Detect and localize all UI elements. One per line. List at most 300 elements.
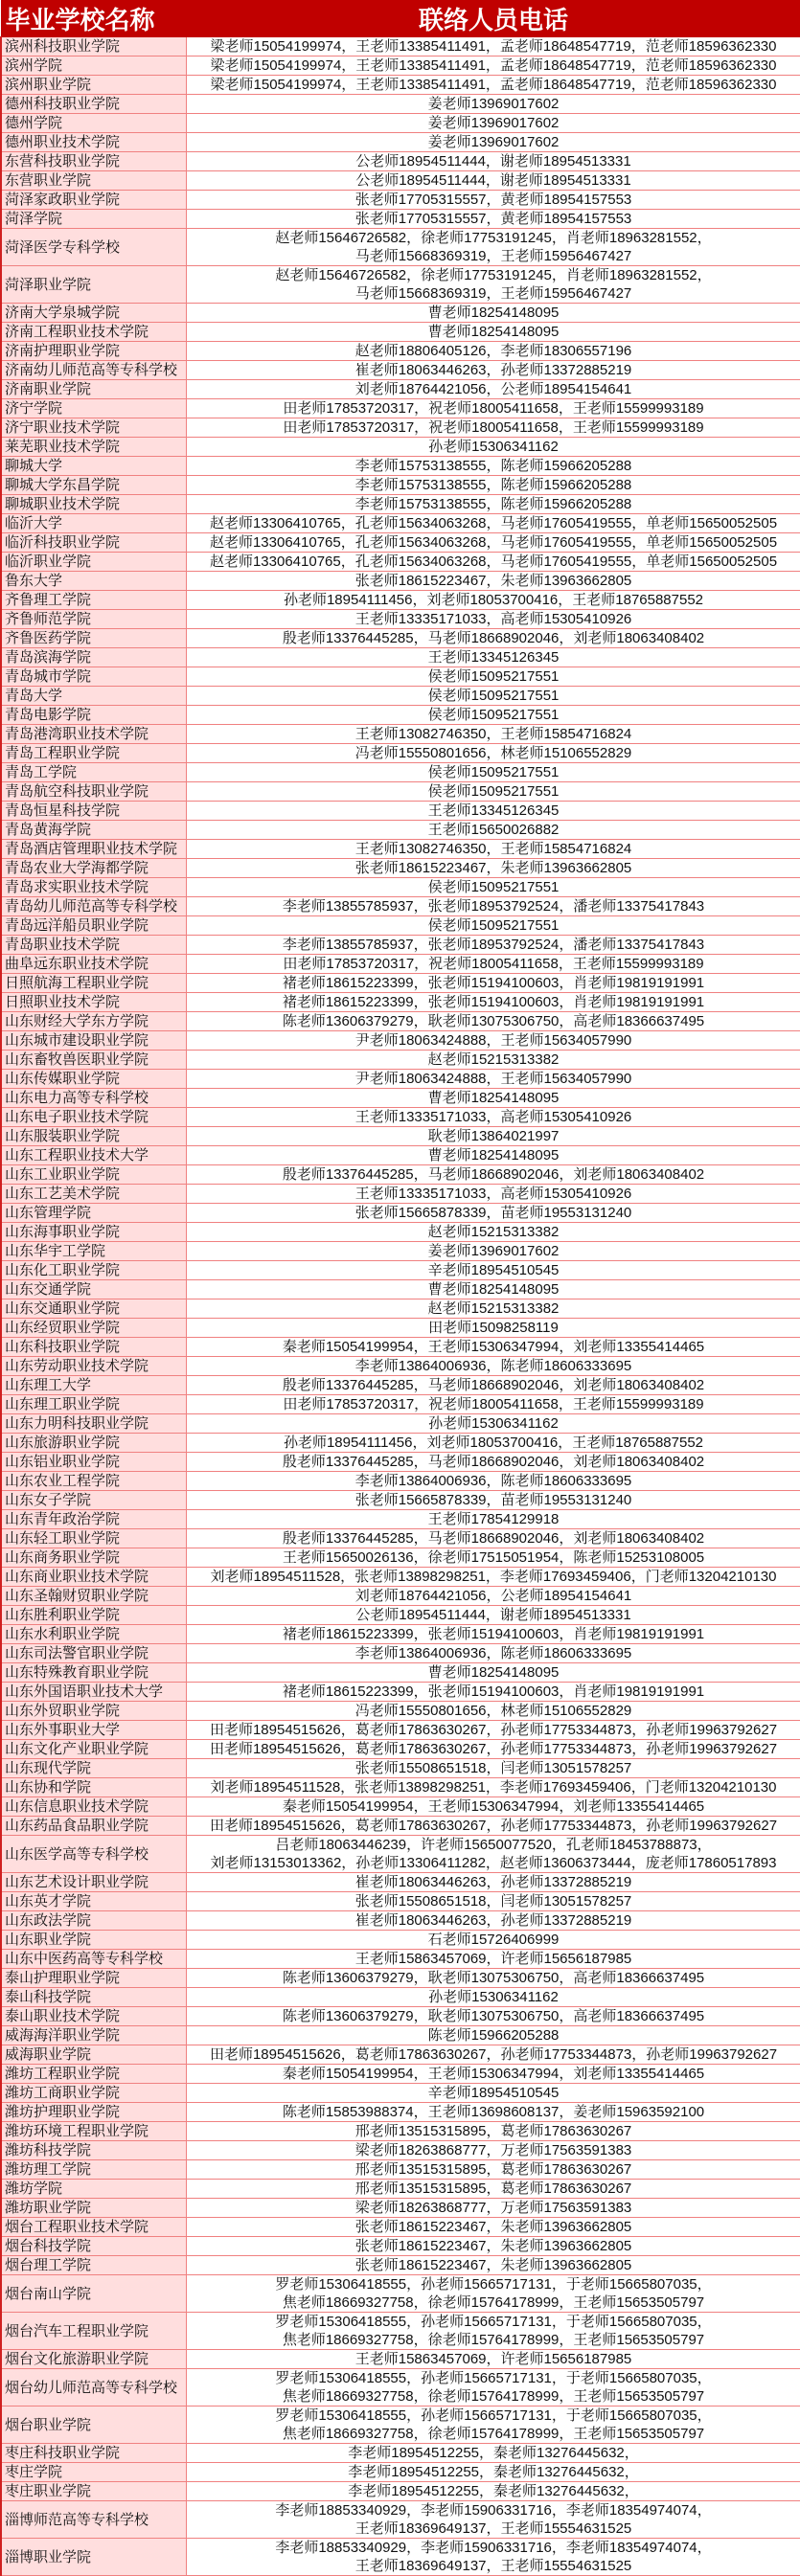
school-name-cell: 潍坊环境工程职业学院 xyxy=(1,2122,186,2141)
contact-cell xyxy=(186,361,800,380)
table-header-row xyxy=(1,1,800,37)
school-name-cell: 菏泽家政职业学院 xyxy=(1,191,186,210)
table-row xyxy=(1,1644,800,1663)
contact-line: 张老师15508651518，闫老师13051578257 xyxy=(187,1892,800,1910)
table-row xyxy=(1,2313,800,2350)
school-name-cell: 泰山科技学院 xyxy=(1,1988,186,2007)
table-row xyxy=(1,878,800,897)
school-name-cell: 济南工程职业技术学院 xyxy=(1,323,186,342)
school-name-cell: 济宁职业技术学院 xyxy=(1,418,186,438)
school-name-cell: 山东青年政治学院 xyxy=(1,1510,186,1529)
contact-line: 焦老师18669327758，徐老师15764178999，王老师15653505797 xyxy=(187,2425,800,2443)
contact-line: 侯老师15095217551 xyxy=(187,782,800,801)
table-row xyxy=(1,1338,800,1357)
school-name-cell: 山东电子职业技术学院 xyxy=(1,1108,186,1127)
school-name-cell: 潍坊护理职业学院 xyxy=(1,2103,186,2122)
school-name-cell: 济南职业学院 xyxy=(1,380,186,399)
school-name-cell: 临沂大学 xyxy=(1,514,186,533)
table-row xyxy=(1,2237,800,2256)
school-name-cell: 威海海洋职业学院 xyxy=(1,2026,186,2045)
school-name-cell: 山东轻工职业学院 xyxy=(1,1529,186,1548)
table-row xyxy=(1,1204,800,1223)
school-name-cell: 山东农业工程学院 xyxy=(1,1472,186,1491)
contact-line: 田老师15098258119 xyxy=(187,1319,800,1337)
contact-cell xyxy=(186,1395,800,1414)
school-name-cell: 淄博师范高等专科学校 xyxy=(1,2501,186,2539)
contact-line: 孙老师18954111456，刘老师18053700416，王老师18765887552 xyxy=(187,591,800,609)
school-name-cell: 青岛黄海学院 xyxy=(1,821,186,840)
table-row xyxy=(1,1702,800,1721)
contact-cell xyxy=(186,916,800,936)
school-name-cell: 威海职业学院 xyxy=(1,2045,186,2065)
contact-line: 王老师15650026882 xyxy=(187,821,800,839)
contact-cell xyxy=(186,936,800,955)
contact-cell xyxy=(186,56,800,76)
table-row xyxy=(1,1434,800,1453)
column-header-school: 毕业学校名称 xyxy=(1,1,186,37)
school-name-cell: 潍坊工程职业学院 xyxy=(1,2065,186,2084)
contact-cell xyxy=(186,514,800,533)
table-row xyxy=(1,2539,800,2576)
contact-cell xyxy=(186,1836,800,1873)
school-name-cell: 山东化工职业学院 xyxy=(1,1261,186,1280)
contact-cell xyxy=(186,878,800,897)
contact-cell xyxy=(186,610,800,629)
contact-cell xyxy=(186,725,800,744)
contact-line: 刘老师18954511528，张老师13898298251，李老师17693459406，门老师13204210130 xyxy=(187,1778,800,1796)
contact-cell xyxy=(186,1185,800,1204)
contact-cell xyxy=(186,1357,800,1376)
contact-line: 田老师17853720317，祝老师18005411658，王老师15599993189 xyxy=(187,955,800,973)
table-row xyxy=(1,2275,800,2313)
contact-cell xyxy=(186,974,800,993)
contact-cell xyxy=(186,1663,800,1683)
school-name-cell: 青岛远洋船员职业学院 xyxy=(1,916,186,936)
table-row xyxy=(1,1012,800,1031)
table-row xyxy=(1,380,800,399)
school-name-cell: 青岛求实职业技术学院 xyxy=(1,878,186,897)
contact-line: 曹老师18254148095 xyxy=(187,1280,800,1299)
school-name-cell: 山东外贸职业学院 xyxy=(1,1702,186,1721)
contact-line: 褚老师18615223399，张老师15194100603，肖老师19819191991 xyxy=(187,1625,800,1643)
school-name-cell: 青岛城市学院 xyxy=(1,667,186,687)
contact-cell xyxy=(186,993,800,1012)
contact-cell xyxy=(186,1089,800,1108)
school-name-cell: 滨州职业学院 xyxy=(1,76,186,95)
contact-cell xyxy=(186,1931,800,1950)
contact-cell xyxy=(186,2256,800,2275)
contact-line: 李老师15753138555，陈老师15966205288 xyxy=(187,476,800,494)
table-row xyxy=(1,1988,800,2007)
contact-cell xyxy=(186,629,800,648)
contact-cell xyxy=(186,1721,800,1740)
contact-line: 田老师17853720317，祝老师18005411658，王老师15599993189 xyxy=(187,399,800,418)
contact-line: 赵老师18806405126，李老师18306557196 xyxy=(187,342,800,360)
contact-line: 李老师13864006936，陈老师18606333695 xyxy=(187,1357,800,1375)
contact-cell xyxy=(186,1491,800,1510)
contact-line: 侯老师15095217551 xyxy=(187,667,800,686)
contact-line: 罗老师15306418555，孙老师15665717131，于老师15665807035， xyxy=(187,2407,800,2425)
school-name-cell: 山东交通职业学院 xyxy=(1,1299,186,1319)
table-row xyxy=(1,2463,800,2482)
table-row xyxy=(1,1969,800,1988)
contact-line: 张老师15508651518，闫老师13051578257 xyxy=(187,1759,800,1777)
contact-cell xyxy=(186,1625,800,1644)
contact-line: 张老师18615223467，朱老师13963662805 xyxy=(187,859,800,877)
contact-line: 陈老师13606379279，耿老师13075306750，高老师18366637495 xyxy=(187,1969,800,1987)
school-name-cell: 山东理工职业学院 xyxy=(1,1395,186,1414)
contact-line: 焦老师18669327758，徐老师15764178999，王老师15653505797 xyxy=(187,2294,800,2312)
school-name-cell: 烟台南山学院 xyxy=(1,2275,186,2313)
contact-cell xyxy=(186,1204,800,1223)
school-name-cell: 山东传媒职业学院 xyxy=(1,1070,186,1089)
school-name-cell: 青岛工学院 xyxy=(1,763,186,782)
contact-line: 罗老师15306418555，孙老师15665717131，于老师15665807035， xyxy=(187,2369,800,2387)
table-row xyxy=(1,936,800,955)
table-row xyxy=(1,1185,800,1204)
table-row xyxy=(1,2350,800,2369)
contact-line: 张老师18615223467，朱老师13963662805 xyxy=(187,572,800,590)
contact-cell xyxy=(186,1702,800,1721)
contact-cell xyxy=(186,1070,800,1089)
table-row xyxy=(1,1299,800,1319)
contact-cell xyxy=(186,2160,800,2180)
contact-cell xyxy=(186,476,800,495)
contact-cell xyxy=(186,1108,800,1127)
contact-cell xyxy=(186,744,800,763)
contact-line: 王老师15863457069，许老师15656187985 xyxy=(187,1950,800,1968)
table-row xyxy=(1,2103,800,2122)
contact-line: 梁老师18263868777，万老师17563591383 xyxy=(187,2199,800,2217)
contact-cell xyxy=(186,1606,800,1625)
contact-line: 曹老师18254148095 xyxy=(187,323,800,341)
contact-line: 公老师18954511444，谢老师18954513331 xyxy=(187,152,800,170)
school-name-cell: 东营职业学院 xyxy=(1,171,186,191)
contact-line: 梁老师15054199974，王老师13385411491，孟老师18648547719，范老师18596362330 xyxy=(187,76,800,94)
table-row xyxy=(1,725,800,744)
contact-cell xyxy=(186,782,800,802)
contact-cell xyxy=(186,821,800,840)
school-name-cell: 山东政法学院 xyxy=(1,1911,186,1931)
school-name-cell: 鲁东大学 xyxy=(1,572,186,591)
table-row xyxy=(1,1472,800,1491)
contact-line: 张老师18615223467，朱老师13963662805 xyxy=(187,2218,800,2236)
contact-line: 孙老师15306341162 xyxy=(187,438,800,456)
contact-cell xyxy=(186,1988,800,2007)
school-name-cell: 青岛滨海学院 xyxy=(1,648,186,667)
contact-cell xyxy=(186,1414,800,1434)
school-name-cell: 泰山职业技术学院 xyxy=(1,2007,186,2026)
contact-line: 刘老师18954511528，张老师13898298251，李老师17693459406，门老师13204210130 xyxy=(187,1568,800,1586)
contact-cell xyxy=(186,687,800,706)
table-row xyxy=(1,1950,800,1969)
school-name-cell: 济南大学泉城学院 xyxy=(1,304,186,323)
contact-cell xyxy=(186,399,800,418)
table-row xyxy=(1,418,800,438)
school-name-cell: 山东协和学院 xyxy=(1,1778,186,1797)
table-row xyxy=(1,859,800,878)
table-row xyxy=(1,1376,800,1395)
school-name-cell: 济南护理职业学院 xyxy=(1,342,186,361)
contact-cell xyxy=(186,1031,800,1051)
school-name-cell: 青岛幼儿师范高等专科学校 xyxy=(1,897,186,916)
contact-line: 侯老师15095217551 xyxy=(187,706,800,724)
contact-line: 李老师13864006936，陈老师18606333695 xyxy=(187,1472,800,1490)
school-name-cell: 聊城大学东昌学院 xyxy=(1,476,186,495)
contact-cell xyxy=(186,706,800,725)
contact-line: 田老师17853720317，祝老师18005411658，王老师15599993189 xyxy=(187,1395,800,1413)
contact-line: 赵老师15646726582，徐老师17753191245，肖老师18963281552， xyxy=(187,229,800,247)
table-row xyxy=(1,438,800,457)
table-row xyxy=(1,76,800,95)
contact-cell xyxy=(186,229,800,266)
table-row xyxy=(1,610,800,629)
school-name-cell: 日照职业技术学院 xyxy=(1,993,186,1012)
contact-line: 冯老师15550801656，林老师15106552829 xyxy=(187,744,800,762)
contact-line: 王老师15863457069，许老师15656187985 xyxy=(187,2350,800,2368)
contact-line: 田老师18954515626，葛老师17863630267，孙老师17753344873，孙老师19963792627 xyxy=(187,1721,800,1739)
contact-line: 冯老师15550801656，林老师15106552829 xyxy=(187,1702,800,1720)
school-name-cell: 山东医学高等专科学校 xyxy=(1,1836,186,1873)
contact-line: 田老师18954515626，葛老师17863630267，孙老师17753344873，孙老师19963792627 xyxy=(187,1740,800,1758)
contact-line: 侯老师15095217551 xyxy=(187,916,800,935)
contact-line: 张老师18615223467，朱老师13963662805 xyxy=(187,2256,800,2274)
contact-line: 王老师13335171033，高老师15305410926 xyxy=(187,1185,800,1203)
contact-line: 焦老师18669327758，徐老师15764178999，王老师15653505797 xyxy=(187,2331,800,2349)
contact-cell xyxy=(186,342,800,361)
contact-line: 陈老师13606379279，耿老师13075306750，高老师18366637495 xyxy=(187,1012,800,1030)
contact-line: 尹老师18063424888，王老师15634057990 xyxy=(187,1070,800,1088)
table-row xyxy=(1,802,800,821)
contact-cell xyxy=(186,1529,800,1548)
school-name-cell: 菏泽医学专科学校 xyxy=(1,229,186,266)
table-row xyxy=(1,1568,800,1587)
school-name-cell: 山东商业职业技术学院 xyxy=(1,1568,186,1587)
contact-line: 李老师18954512255，秦老师13276445632， xyxy=(187,2463,800,2481)
contact-cell xyxy=(186,955,800,974)
contact-cell xyxy=(186,1453,800,1472)
school-name-cell: 济宁学院 xyxy=(1,399,186,418)
contact-cell xyxy=(186,1740,800,1759)
contact-line: 李老师18954512255，秦老师13276445632， xyxy=(187,2482,800,2500)
table-row xyxy=(1,1261,800,1280)
school-name-cell: 青岛电影学院 xyxy=(1,706,186,725)
school-name-cell: 山东旅游职业学院 xyxy=(1,1434,186,1453)
table-row xyxy=(1,304,800,323)
school-name-cell: 济南幼儿师范高等专科学校 xyxy=(1,361,186,380)
table-row xyxy=(1,266,800,304)
table-row xyxy=(1,2501,800,2539)
table-row xyxy=(1,763,800,782)
school-name-cell: 山东华宇工学院 xyxy=(1,1242,186,1261)
table-row xyxy=(1,1357,800,1376)
table-row xyxy=(1,1931,800,1950)
school-name-cell: 齐鲁医药学院 xyxy=(1,629,186,648)
school-name-cell: 山东女子学院 xyxy=(1,1491,186,1510)
contact-line: 赵老师13306410765，孔老师15634063268，马老师17605419555，单老师15650052505 xyxy=(187,514,800,532)
school-name-cell: 泰山护理职业学院 xyxy=(1,1969,186,1988)
contact-line: 王老师13335171033，高老师15305410926 xyxy=(187,1108,800,1126)
contact-cell xyxy=(186,2350,800,2369)
table-row xyxy=(1,821,800,840)
contact-cell xyxy=(186,648,800,667)
school-name-cell: 潍坊理工学院 xyxy=(1,2160,186,2180)
table-row xyxy=(1,1587,800,1606)
contact-cell xyxy=(186,1548,800,1568)
contact-line: 尹老师18063424888，王老师15634057990 xyxy=(187,1031,800,1050)
contact-line: 田老师18954515626，葛老师17863630267，孙老师17753344873，孙老师19963792627 xyxy=(187,2045,800,2064)
table-row xyxy=(1,361,800,380)
table-row xyxy=(1,1797,800,1817)
table-row xyxy=(1,533,800,553)
contact-cell xyxy=(186,2122,800,2141)
contact-cell xyxy=(186,1873,800,1892)
school-name-cell: 山东水利职业学院 xyxy=(1,1625,186,1644)
contact-line: 张老师15665878339，苗老师19553131240 xyxy=(187,1491,800,1509)
school-name-cell: 山东管理学院 xyxy=(1,1204,186,1223)
contact-line: 马老师15668369319，王老师15956467427 xyxy=(187,247,800,265)
contact-cell xyxy=(186,1242,800,1261)
table-row xyxy=(1,782,800,802)
table-row xyxy=(1,457,800,476)
school-name-cell: 菏泽学院 xyxy=(1,210,186,229)
school-name-cell: 山东理工大学 xyxy=(1,1376,186,1395)
table-row xyxy=(1,1051,800,1070)
table-row xyxy=(1,1778,800,1797)
table-row xyxy=(1,1663,800,1683)
contact-line: 赵老师15646726582，徐老师17753191245，肖老师18963281552， xyxy=(187,266,800,284)
school-name-cell: 青岛航空科技职业学院 xyxy=(1,782,186,802)
contact-cell xyxy=(186,1165,800,1185)
table-row xyxy=(1,133,800,152)
school-name-cell: 山东畜牧兽医职业学院 xyxy=(1,1051,186,1070)
contact-line: 殷老师13376445285，马老师18668902046，刘老师18063408402 xyxy=(187,1453,800,1471)
table-row xyxy=(1,2007,800,2026)
contact-cell xyxy=(186,1261,800,1280)
contact-cell xyxy=(186,2084,800,2103)
school-name-cell: 山东劳动职业技术学院 xyxy=(1,1357,186,1376)
table-row xyxy=(1,1414,800,1434)
table-row xyxy=(1,1625,800,1644)
table-row xyxy=(1,1836,800,1873)
school-name-cell: 山东工程职业技术大学 xyxy=(1,1146,186,1165)
contact-line: 王老师18369649137，王老师15554631525 xyxy=(187,2520,800,2538)
table-row xyxy=(1,229,800,266)
table-row xyxy=(1,706,800,725)
table-row xyxy=(1,1089,800,1108)
contact-cell xyxy=(186,2237,800,2256)
table-row xyxy=(1,514,800,533)
contact-cell xyxy=(186,533,800,553)
contact-line: 李老师13855785937，张老师18953792524，潘老师13375417843 xyxy=(187,897,800,915)
contact-line: 姜老师13969017602 xyxy=(187,133,800,151)
table-row xyxy=(1,399,800,418)
contact-cell xyxy=(186,1759,800,1778)
contact-line: 张老师17705315557，黄老师18954157553 xyxy=(187,210,800,228)
contact-cell xyxy=(186,1510,800,1529)
contact-line: 公老师18954511444，谢老师18954513331 xyxy=(187,171,800,190)
table-row xyxy=(1,342,800,361)
school-name-cell: 山东现代学院 xyxy=(1,1759,186,1778)
contact-cell xyxy=(186,1319,800,1338)
contact-cell xyxy=(186,1892,800,1911)
school-name-cell: 德州学院 xyxy=(1,114,186,133)
contact-line: 田老师18954515626，葛老师17863630267，孙老师17753344873，孙老师19963792627 xyxy=(187,1817,800,1835)
contact-line: 马老师15668369319，王老师15956467427 xyxy=(187,284,800,303)
contact-line: 殷老师13376445285，马老师18668902046，刘老师18063408402 xyxy=(187,1165,800,1184)
table-row xyxy=(1,1319,800,1338)
table-row xyxy=(1,2141,800,2160)
table-row xyxy=(1,1873,800,1892)
contact-cell xyxy=(186,95,800,114)
table-row xyxy=(1,916,800,936)
contact-cell xyxy=(186,1644,800,1663)
table-row xyxy=(1,2482,800,2501)
contact-line: 王老师13335171033，高老师15305410926 xyxy=(187,610,800,628)
contact-cell xyxy=(186,1568,800,1587)
school-name-cell: 山东电力高等专科学校 xyxy=(1,1089,186,1108)
contact-line: 曹老师18254148095 xyxy=(187,304,800,322)
school-name-cell: 山东司法警官职业学院 xyxy=(1,1644,186,1663)
school-name-cell: 临沂科技职业学院 xyxy=(1,533,186,553)
table-row xyxy=(1,2180,800,2199)
school-name-cell: 聊城大学 xyxy=(1,457,186,476)
contact-cell xyxy=(186,1051,800,1070)
table-row xyxy=(1,2160,800,2180)
table-row xyxy=(1,1721,800,1740)
contact-cell xyxy=(186,1797,800,1817)
contact-line: 陈老师13606379279，耿老师13075306750，高老师18366637495 xyxy=(187,2007,800,2025)
contact-line: 姜老师13969017602 xyxy=(187,114,800,132)
table-row xyxy=(1,1892,800,1911)
school-name-cell: 山东外事职业大学 xyxy=(1,1721,186,1740)
table-row xyxy=(1,591,800,610)
school-name-cell: 山东工业职业学院 xyxy=(1,1165,186,1185)
table-row xyxy=(1,687,800,706)
contact-line: 石老师15726406999 xyxy=(187,1931,800,1949)
school-name-cell: 青岛职业技术学院 xyxy=(1,936,186,955)
contact-cell xyxy=(186,2407,800,2444)
school-name-cell: 齐鲁理工学院 xyxy=(1,591,186,610)
school-name-cell: 山东铝业职业学院 xyxy=(1,1453,186,1472)
table-row xyxy=(1,553,800,572)
school-name-cell: 山东文化产业职业学院 xyxy=(1,1740,186,1759)
table-row xyxy=(1,2199,800,2218)
table-row xyxy=(1,744,800,763)
contact-line: 辛老师18954510545 xyxy=(187,1261,800,1279)
contact-line: 褚老师18615223399，张老师15194100603，肖老师19819191991 xyxy=(187,974,800,992)
school-name-cell: 山东外国语职业技术大学 xyxy=(1,1683,186,1702)
school-name-cell: 烟台工程职业技术学院 xyxy=(1,2218,186,2237)
table-row xyxy=(1,955,800,974)
table-row xyxy=(1,1759,800,1778)
contact-cell xyxy=(186,2218,800,2237)
contact-line: 吕老师18063446239，许老师15650077520，孔老师18453788873， xyxy=(187,1836,800,1854)
table-row xyxy=(1,1510,800,1529)
school-name-cell: 烟台职业学院 xyxy=(1,2407,186,2444)
table-row xyxy=(1,2045,800,2065)
school-name-cell: 山东服装职业学院 xyxy=(1,1127,186,1146)
school-name-cell: 莱芜职业技术学院 xyxy=(1,438,186,457)
table-row xyxy=(1,114,800,133)
table-row xyxy=(1,152,800,171)
contact-line: 陈老师15853988374，王老师13698608137，姜老师15963592100 xyxy=(187,2103,800,2121)
school-name-cell: 山东经贸职业学院 xyxy=(1,1319,186,1338)
table-row xyxy=(1,1070,800,1089)
table-row xyxy=(1,476,800,495)
contact-cell xyxy=(186,553,800,572)
table-row xyxy=(1,1031,800,1051)
